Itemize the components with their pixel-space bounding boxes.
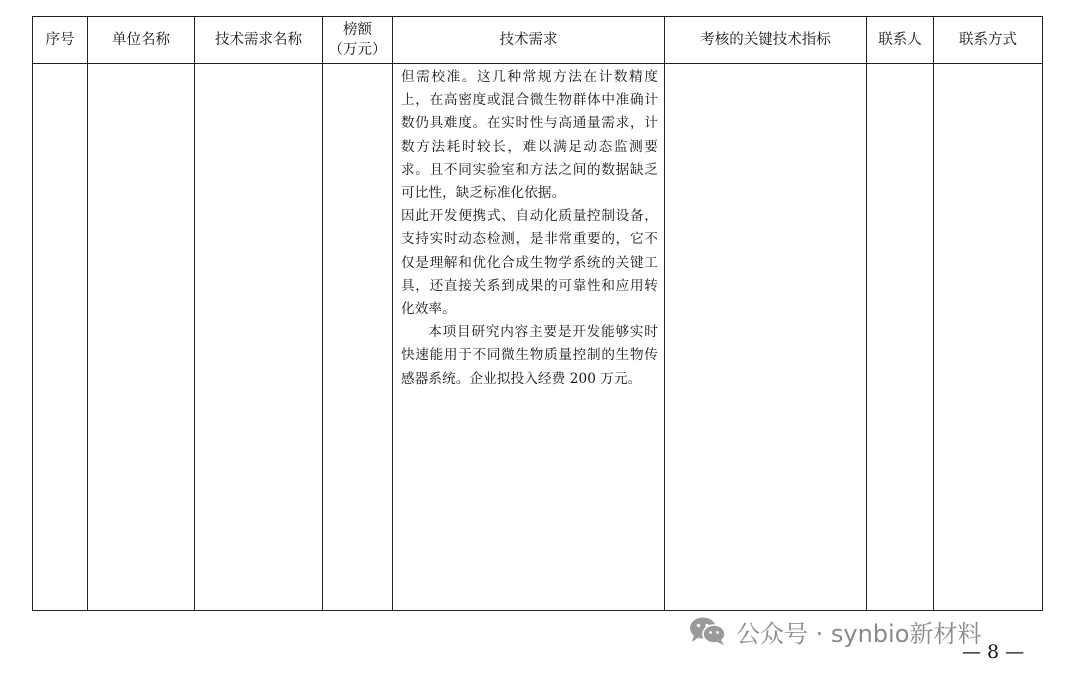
watermark xyxy=(688,614,981,648)
cell-demand-name xyxy=(195,64,323,611)
header-contact-person: 联系人 xyxy=(867,17,934,64)
wechat-icon xyxy=(688,616,728,646)
cell-indicators xyxy=(665,64,867,611)
cell-seq xyxy=(33,64,88,611)
requirements-table xyxy=(32,16,1043,611)
demand-text xyxy=(393,64,664,391)
header-row xyxy=(33,17,1043,64)
cell-contact-info xyxy=(934,64,1043,611)
header-amount-line1: 榜额 xyxy=(343,22,372,38)
page-number: — 8 — xyxy=(962,641,1025,663)
watermark-text: 公众号 · synbio新材料 xyxy=(736,619,982,648)
cell-demand xyxy=(393,64,665,611)
header-indicators: 考核的关键技术指标 xyxy=(665,17,867,64)
header-unit-name: 单位名称 xyxy=(88,17,195,64)
demand-paragraph-3: 本项目研究内容主要是开发能够实时快速能用于不同微生物质量控制的生物传感器系统。企业拟投入经费 200 万元。 xyxy=(401,324,658,387)
demand-paragraph-2: 因此开发便携式、自动化质量控制设备，支持实时动态检测，是非常重要的，它不仅是理解和优化合成生物学系统的关键工具，还直接关系到成果的可靠性和应用转化效率。 xyxy=(401,208,658,318)
table-row xyxy=(33,64,1043,611)
cell-unit-name xyxy=(88,64,195,611)
cell-amount xyxy=(323,64,393,611)
header-contact-info: 联系方式 xyxy=(934,17,1043,64)
header-amount-line2: （万元） xyxy=(328,42,387,58)
header-demand: 技术需求 xyxy=(393,17,665,64)
header-amount xyxy=(323,17,393,64)
cell-contact-person xyxy=(867,64,934,611)
header-seq: 序号 xyxy=(33,17,88,64)
demand-paragraph-1: 但需校准。这几种常规方法在计数精度上，在高密度或混合微生物群体中准确计数仍具难度。在实时性与高通量需求，计数方法耗时较长，难以满足动态监测要求。且不同实验室和方法之间的数据缺乏可比性，缺乏标准化依据。 xyxy=(401,69,658,202)
header-demand-name: 技术需求名称 xyxy=(195,17,323,64)
